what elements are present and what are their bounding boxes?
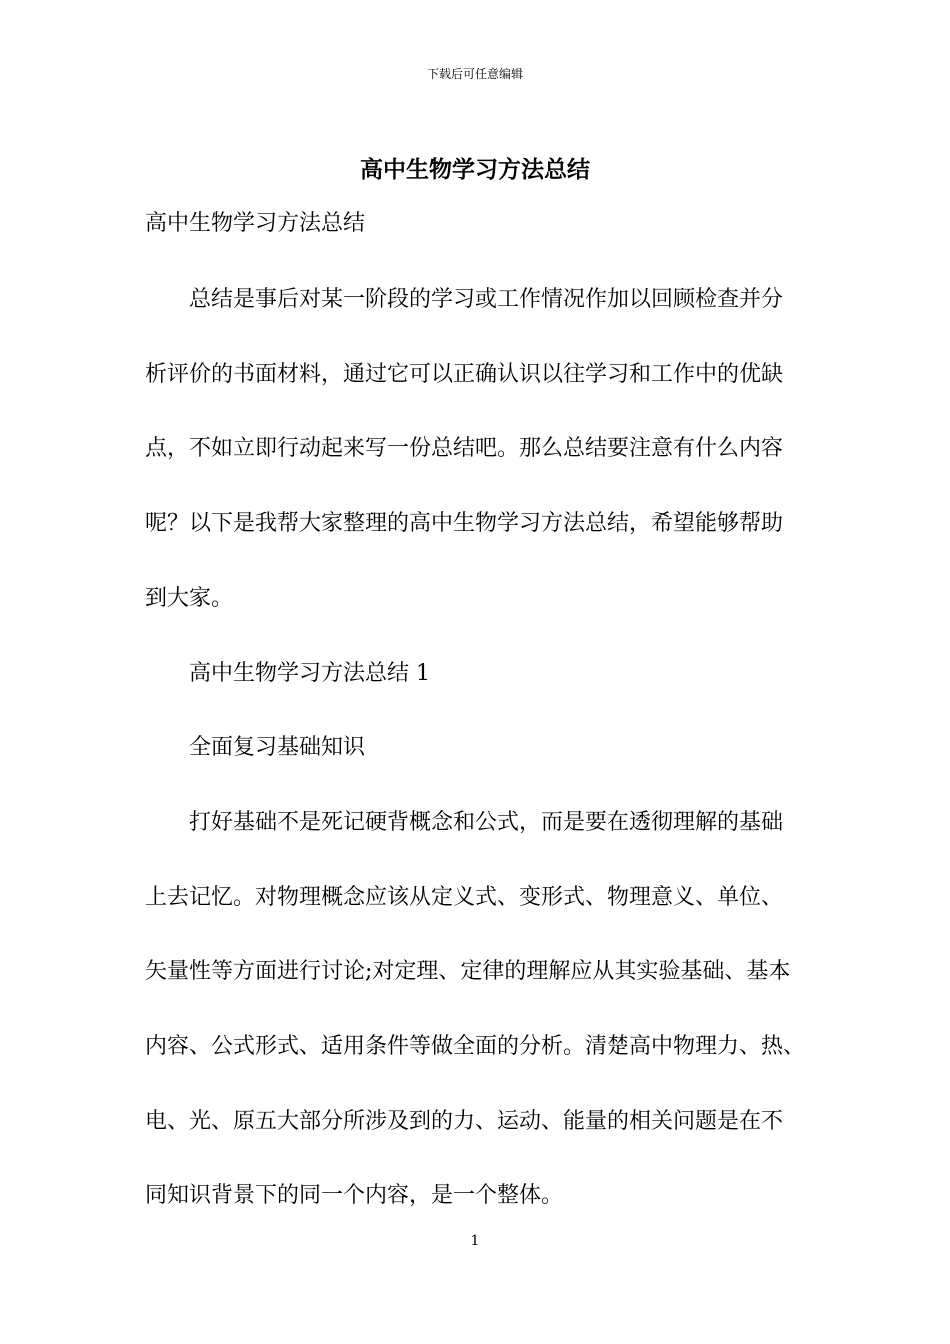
intro-line: 析评价的书面材料，通过它可以正确认识以往学习和工作中的优缺 [145,362,784,387]
intro-line: 点，不如立即行动起来写一份总结吧。那么总结要注意有什么内容 [145,436,784,461]
body-line: 内容、公式形式、适用条件等做全面的分析。清楚高中物理力、热、 [145,1034,806,1059]
body-line: 同知识背景下的同一个内容，是一个整体。 [145,1183,564,1208]
intro-line: 呢？以下是我帮大家整理的高中生物学习方法总结，希望能够帮助 [145,511,784,536]
page-number: 1 [470,1233,480,1249]
body-line: 矢量性等方面进行讨论;对定理、定律的理解应从其实验基础、基本 [145,959,791,984]
body-line: 打好基础不是死记硬背概念和公式，而是要在透彻理解的基础 [189,810,784,835]
intro-line: 总结是事后对某一阶段的学习或工作情况作加以回顾检查并分 [189,287,784,312]
document-title: 高中生物学习方法总结 [360,156,590,183]
document-subtitle: 高中生物学习方法总结 [145,211,366,236]
body-line: 电、光、原五大部分所涉及到的力、运动、能量的相关问题是在不 [145,1109,784,1134]
subsection-heading: 全面复习基础知识 [189,735,366,760]
header-note: 下载后可任意编辑 [426,67,523,81]
intro-line: 到大家。 [145,586,234,611]
section-heading: 高中生物学习方法总结 1 [189,661,430,686]
body-line: 上去记忆。对物理概念应该从定义式、变形式、物理意义、单位、 [145,885,784,910]
